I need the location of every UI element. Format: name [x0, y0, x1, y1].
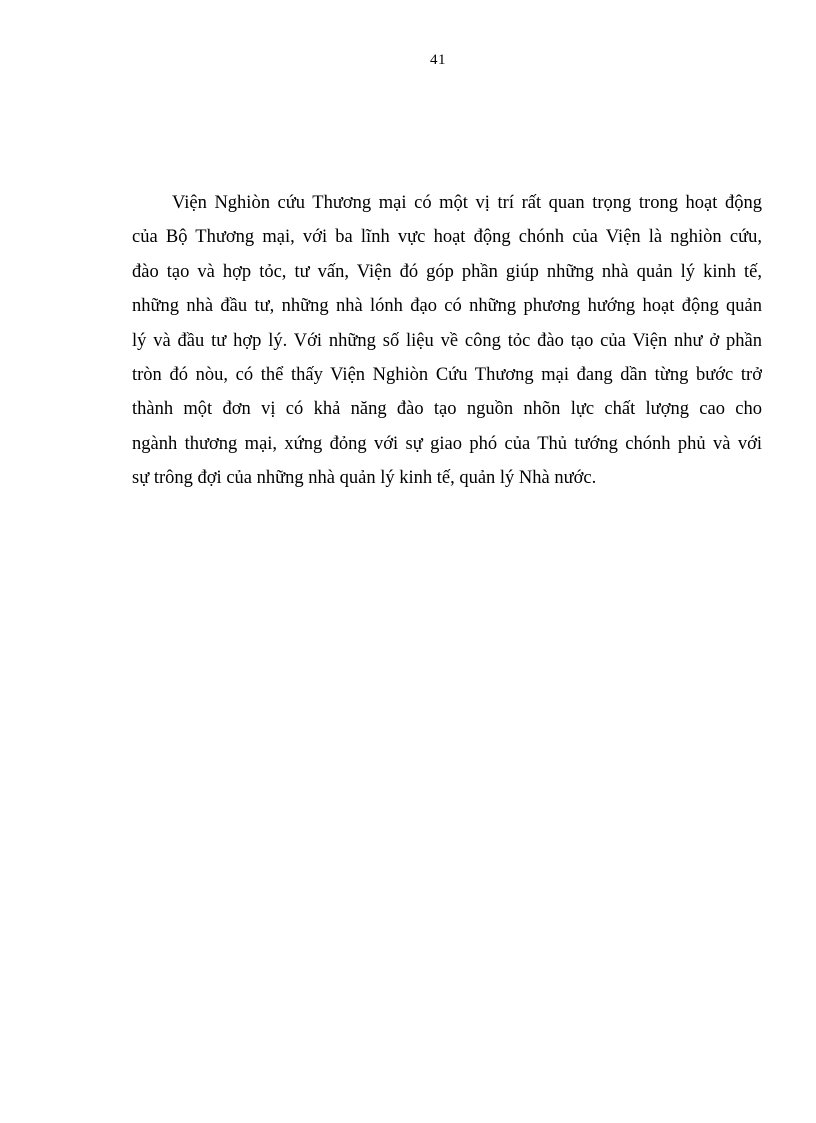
paragraph-line: lý và đầu tư hợp lý. Với những số liệu về công tỏc đào tạo của Viện như ở phần [132, 330, 762, 351]
paragraph-line: sự trông đợi của những nhà quản lý kinh tế, quản lý Nhà nước. [132, 468, 597, 489]
paragraph-line: tròn đó nòu, có thể thấy Viện Nghiòn Cứu Thương mại đang dần từng bước trở [132, 364, 762, 385]
paragraph-line: những nhà đầu tư, những nhà lónh đạo có những phương hướng hoạt động quản [132, 296, 762, 317]
paragraph-line: thành một đơn vị có khả năng đào tạo nguồn nhõn lực chất lượng cao cho [132, 399, 762, 420]
paragraph-line: đào tạo và hợp tỏc, tư vấn, Viện đó góp phần giúp những nhà quản lý kinh tế, [132, 261, 762, 282]
paragraph-line: của Bộ Thương mại, với ba lĩnh vực hoạt động chónh của Viện là nghiòn cứu, [132, 227, 762, 248]
page-number: 41 [430, 52, 446, 68]
body-paragraph [132, 186, 762, 496]
paragraph-line: Viện Nghiòn cứu Thương mại có một vị trí rất quan trọng trong hoạt động [172, 193, 762, 213]
paragraph-line: ngành thương mại, xứng đỏng với sự giao phó của Thủ tướng chónh phủ và với [132, 433, 762, 454]
